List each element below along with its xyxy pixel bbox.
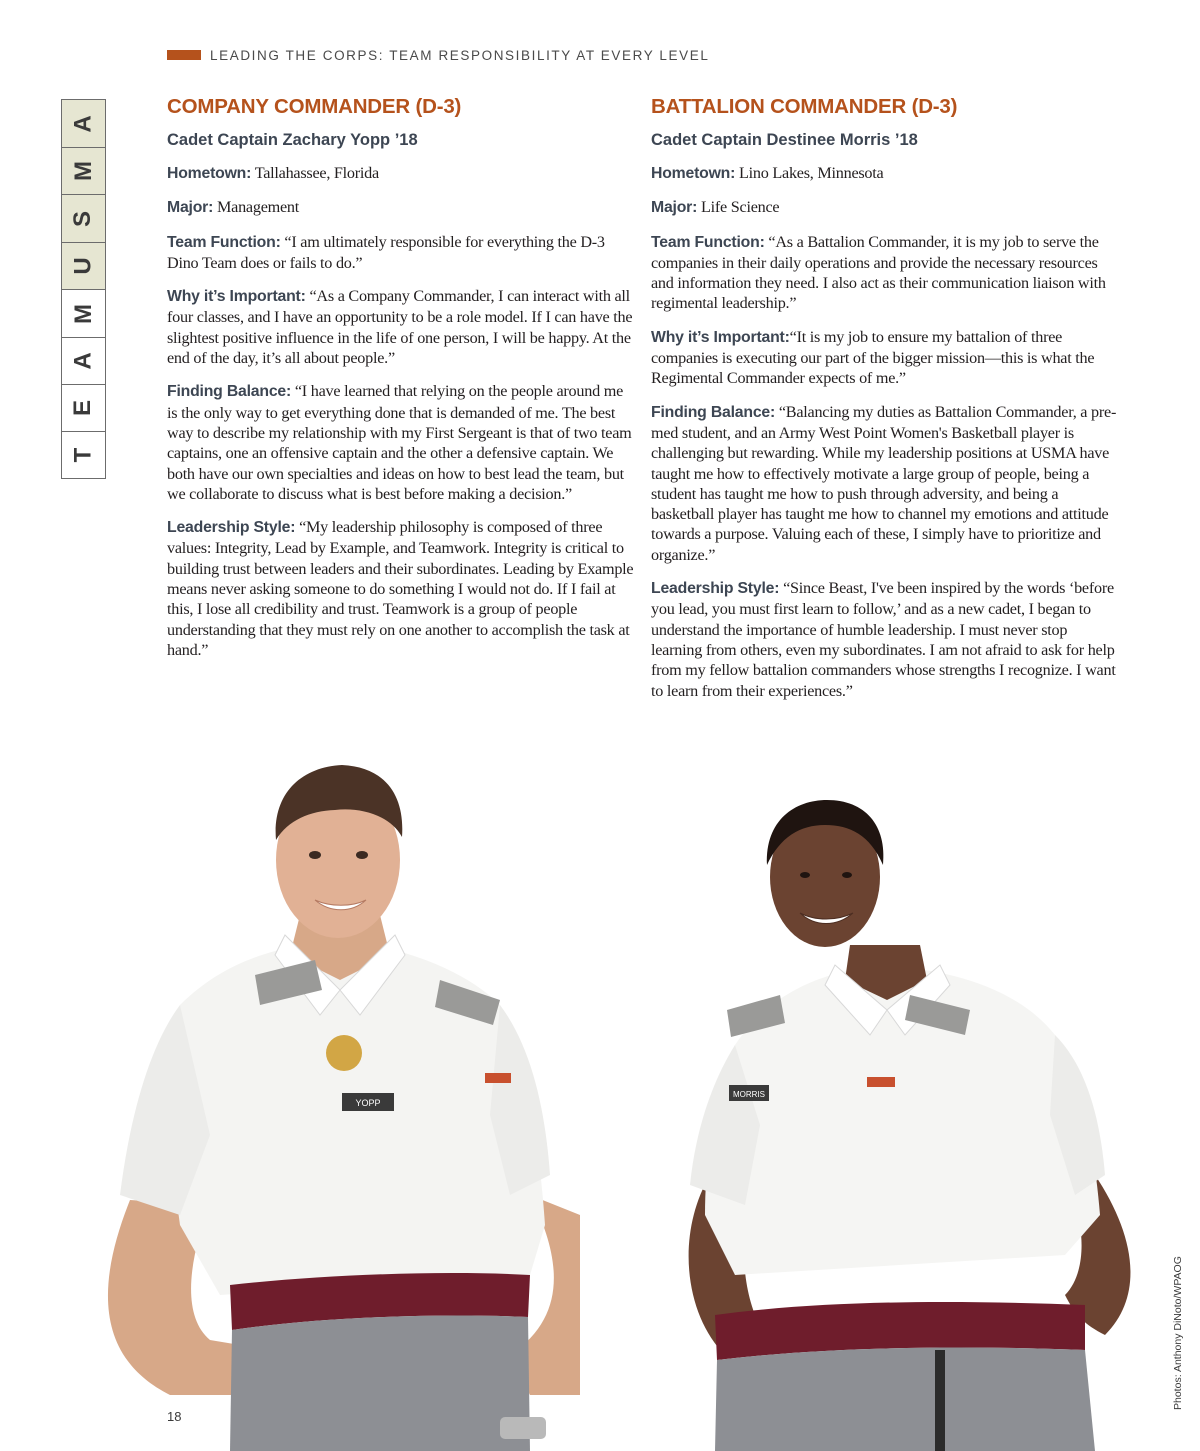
team-function-paragraph xyxy=(651,232,1121,314)
side-tab-letter: A xyxy=(62,338,105,385)
major-paragraph xyxy=(651,197,1121,218)
team-function-label: Team Function: xyxy=(651,233,765,251)
side-tab-letter: M xyxy=(62,290,105,338)
page-number: 18 xyxy=(167,1409,182,1424)
finding-balance-text: “I have learned that relying on the people around me is the only way to get everything done that is demanded of me. The best way to describe my relationship with my First Sergeant is that of two team captains, one an offensive captain and the other a defensive captain. We both have our own specialties and ideas on how to best lead the team, but we collaborate to discuss what is best before making a decision.” xyxy=(167,382,632,503)
major-label: Major: xyxy=(651,199,698,217)
side-tab-letter: T xyxy=(62,431,105,478)
leadership-style-text: “Since Beast, I've been inspired by the words ‘before you lead, you must first learn to follow,’ and as a new cadet, I began to understand the importance of humble leadership. I must never stop learning from others, even my subordinates. I am not afraid to ask for help from my fellow battalion commanders whose strengths I recognize. I want to learn from their experiences.” xyxy=(651,579,1116,700)
major-text: Life Science xyxy=(697,198,780,217)
profile-title: COMPANY COMMANDER (D-3) xyxy=(167,95,462,118)
why-important-paragraph xyxy=(651,327,1121,389)
battalion-commander-profile xyxy=(651,95,1121,714)
photo-credit: Photos: Anthony DiNoto/WPAOG xyxy=(1172,1256,1184,1410)
profile-title: BATTALION COMMANDER (D-3) xyxy=(651,95,958,118)
cadet-name: Cadet Captain Zachary Yopp ’18 xyxy=(167,131,418,149)
hometown-paragraph xyxy=(167,163,637,184)
nametag-text: MORRIS xyxy=(733,1090,765,1099)
hometown-paragraph xyxy=(651,163,1121,184)
team-function-paragraph xyxy=(167,232,637,274)
team-function-text: “I am ultimately responsible for everything the D-3 Dino Team does or fails to do.” xyxy=(167,232,605,272)
running-header xyxy=(167,45,709,65)
cadet-morris-photo xyxy=(655,795,1155,1451)
team-function-label: Team Function: xyxy=(167,233,281,251)
why-important-paragraph xyxy=(167,286,637,368)
hometown-label: Hometown: xyxy=(167,165,252,182)
company-commander-profile xyxy=(167,95,637,673)
major-text: Management xyxy=(213,198,300,217)
team-usma-side-tab xyxy=(61,99,106,479)
major-paragraph xyxy=(167,197,637,218)
hometown-text: Lino Lakes, Minnesota xyxy=(735,164,884,182)
side-tab-letter: A xyxy=(62,100,105,148)
leadership-style-text: “My leadership philosophy is composed of three values: Integrity, Lead by Example, and Teamwork. Integrity is critical to building trust between leaders and their subordinates. Leading by Example means never asking someone to do something I would not do. If I fail at this, I lose all credibility and trust. Teamwork is a group of people understanding that they must rely on one another to accomplish the task at hand.” xyxy=(167,518,634,659)
why-important-text: “It is my job to ensure my battalion of three companies is executing our part of the bigger mission—this is what the Regimental Commander expects of me.” xyxy=(651,327,1095,388)
finding-balance-label: Finding Balance: xyxy=(651,403,776,421)
header-text: LEADING THE CORPS: TEAM RESPONSIBILITY AT EVERY LEVEL xyxy=(210,47,710,63)
leadership-style-paragraph xyxy=(167,517,637,660)
finding-balance-paragraph xyxy=(167,381,637,504)
why-important-text: “As a Company Commander, I can interact with all four classes, and I have an opportunity to be a role model. If I can have the slightest positive influence in the life of one person, I will be happy. At the end of the day, it’s all about people.” xyxy=(167,287,633,368)
nametag-text: YOPP xyxy=(355,1098,381,1108)
hometown-label: Hometown: xyxy=(651,165,736,182)
leadership-style-label: Leadership Style: xyxy=(167,519,296,537)
cadet-yopp-photo xyxy=(60,755,580,1451)
side-tab-letter: S xyxy=(62,195,105,243)
finding-balance-label: Finding Balance: xyxy=(167,383,292,401)
major-label: Major: xyxy=(167,199,214,217)
leadership-style-paragraph xyxy=(651,578,1121,701)
hometown-text: Tallahassee, Florida xyxy=(251,164,379,182)
side-tab-letter: E xyxy=(62,385,105,432)
side-tab-letter: M xyxy=(62,148,105,195)
team-function-text: “As a Battalion Commander, it is my job to serve the companies in their daily operations and provide the necessary resources and information they need. I also act as their communication liaison with regimental leadership.” xyxy=(651,232,1106,313)
leadership-style-label: Leadership Style: xyxy=(651,580,780,598)
finding-balance-paragraph xyxy=(651,402,1121,565)
why-important-label: Why it’s Important: xyxy=(167,288,306,306)
cadet-name: Cadet Captain Destinee Morris ’18 xyxy=(651,131,918,149)
finding-balance-text: “Balancing my duties as Battalion Commander, a pre-med student, and an Army West Point Women's Basketball player is challenging but rewarding. While my leadership positions at USMA have taught me how to effectively motivate a large group of people, being a student has taught me how to push through adversity, and being a basketball player has taught me how to channel my emotions and attitude towards a purpose. Valuing each of these, I simply have to prioritize and organize.” xyxy=(651,402,1117,564)
why-important-label: Why it’s Important: xyxy=(651,328,790,346)
header-accent-bar xyxy=(167,50,201,60)
side-tab-letter: U xyxy=(62,243,105,290)
